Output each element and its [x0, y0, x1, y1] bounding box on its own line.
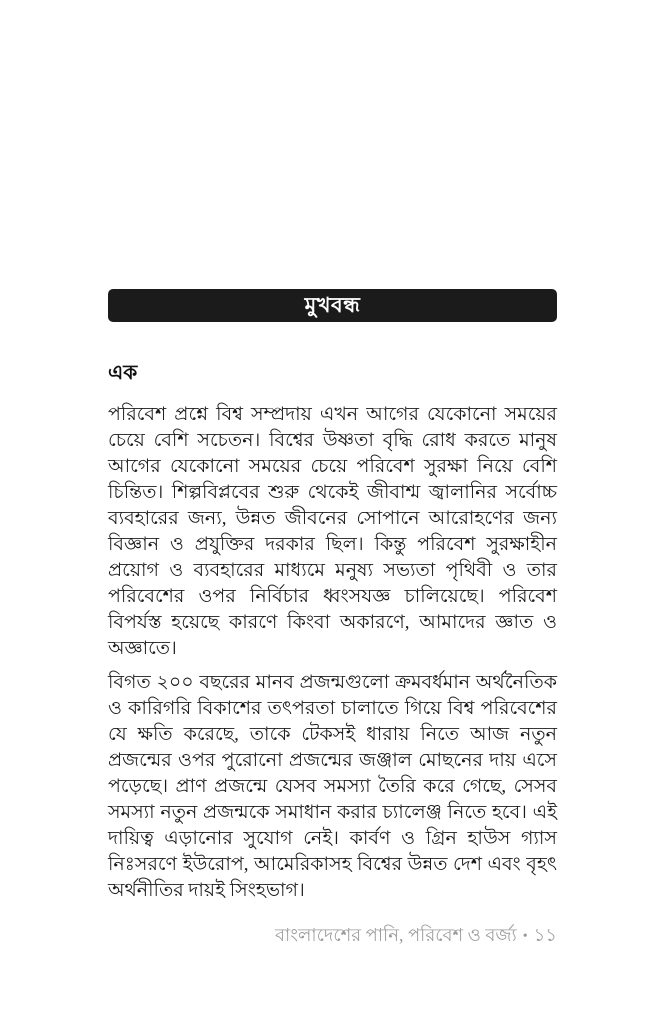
- chapter-title: মুখবন্ধ: [304, 293, 361, 317]
- paragraph-2: বিগত ২০০ বছরের মানব প্রজন্মগুলো ক্রমবর্ধমান অর্থনৈতিক ও কারিগরি বিকাশের তৎপরতা চালাতে গিয়ে বিশ্ব পরিবেশের যে ক্ষতি করেছে, তাকে টেকসই ধারায় নিতে আজ নতুন প্রজন্মের ওপর পুরোনো প্রজন্মের জঞ্জাল মোছনের দায় এসে পড়েছে। প্রাণ প্রজন্মে যেসব সমস্যা তৈরি করে গেছে, সেসব সমস্যা নতুন প্রজন্মকে সমাধান করার চ্যালেঞ্জ নিতে হবে। এই দায়িত্ব এড়ানোর সুযোগ নেই। কার্বণ ও গ্রিন হাউস গ্যাস নিঃসরণে ইউরোপ, আমেরিকাসহ বিশ্বের উন্নত দেশ এবং বৃহৎ অর্থনীতির দায়ই সিংহভাগ।: [108, 672, 557, 901]
- paragraph-1: পরিবেশ প্রশ্নে বিশ্ব সম্প্রদায় এখন আগের যেকোনো সময়ের চেয়ে বেশি সচেতন। বিশ্বের উষ্ণতা বৃদ্ধি রোধ করতে মানুষ আগের যেকোনো সময়ের চেয়ে পরিবেশ সুরক্ষা নিয়ে বেশি চিন্তিত। শিল্পবিপ্লবের শুরু থেকেই জীবাশ্ম জ্বালানির সর্বোচ্চ ব্যবহারের জন্য, উন্নত জীবনের সোপানে আরোহণের জন্য বিজ্ঞান ও প্রযুক্তির দরকার ছিল। কিন্তু পরিবেশ সুরক্ষাহীন প্রয়োগ ও ব্যবহারের মাধ্যমে মনুষ্য সভ্যতা পৃথিবী ও তার পরিবেশের ওপর নির্বিচার ধ্বংসযজ্ঞ চালিয়েছে। পরিবেশ বিপর্যস্ত হয়েছে কারণে কিংবা অকারণে, আমাদের জ্ঞাত ও অজ্ঞাতে।: [108, 404, 557, 659]
- section-heading: এক: [108, 362, 138, 384]
- footer-book-title: বাংলাদেশের পানি, পরিবেশ ও বর্জ্য: [275, 925, 517, 945]
- footer-page-number: ১১: [533, 925, 557, 945]
- chapter-title-bar: [108, 289, 557, 322]
- footer-bullet: •: [522, 929, 528, 944]
- page-footer: [275, 921, 557, 952]
- page-content: [108, 289, 557, 904]
